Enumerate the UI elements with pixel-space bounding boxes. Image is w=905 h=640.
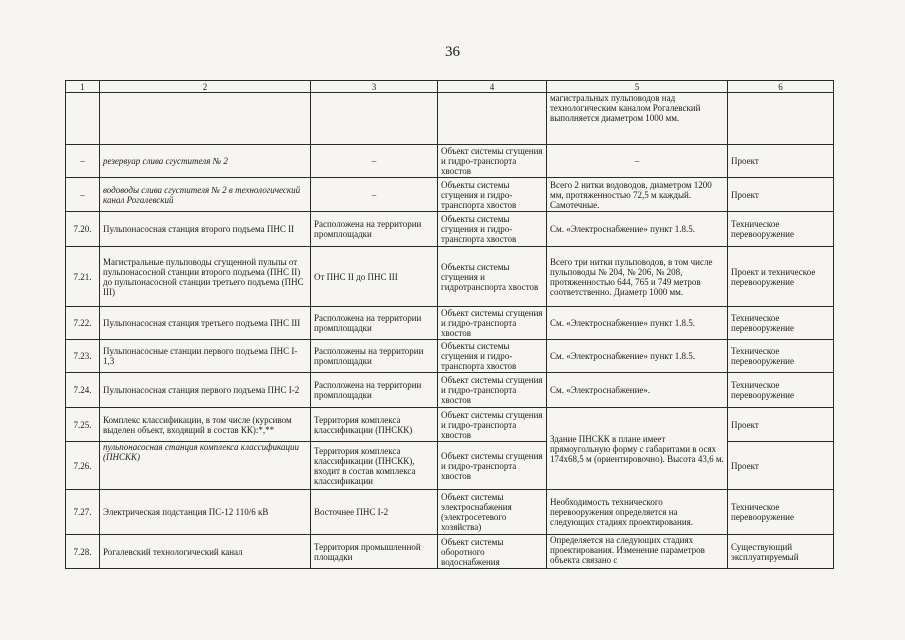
row-number: 7.21. (66, 247, 100, 307)
object-name: Электрическая подстанция ПС-12 110/6 кВ (100, 490, 311, 535)
column-header: 2 (100, 81, 311, 93)
object-type: Объект системы сгущения и гидро-транспорта хвостов (438, 408, 547, 442)
object-status: Проект (728, 408, 834, 442)
column-header: 3 (311, 81, 438, 93)
object-location: Расположена на территории промплощадки (311, 307, 438, 340)
object-location (311, 93, 438, 145)
object-status: Техническое перевооружение (728, 490, 834, 535)
row-number: 7.23. (66, 340, 100, 373)
table-row (66, 145, 834, 178)
table-row (66, 340, 834, 373)
object-status: Техническое перевооружение (728, 307, 834, 340)
object-description: Определяется на следующих стадиях проектирования. Изменение параметров объекта связано с (547, 535, 728, 569)
column-header: 5 (547, 81, 728, 93)
object-description: См. «Электроснабжение» пункт 1.8.5. (547, 307, 728, 340)
table-row (66, 373, 834, 408)
row-number: 7.28. (66, 535, 100, 569)
column-header: 1 (66, 81, 100, 93)
row-number: 7.24. (66, 373, 100, 408)
object-name: пульпонасосная станция комплекса классификации (ПНСКК) (100, 442, 311, 490)
object-name: резервуар слива сгустителя № 2 (100, 145, 311, 178)
object-status: Техническое перевооружение (728, 340, 834, 373)
row-number (66, 93, 100, 145)
table-row (66, 535, 834, 569)
object-location: Расположены на территории промплощадки (311, 340, 438, 373)
table-row (66, 490, 834, 535)
table-row (66, 408, 834, 442)
table-row (66, 212, 834, 247)
row-number: – (66, 145, 100, 178)
object-location: Территория комплекса классификации (ПНСКК), входит в состав комплекса классификации (311, 442, 438, 490)
object-name: водоводы слива сгустителя № 2 в технологический канал Рогалевский (100, 178, 311, 212)
object-location: От ПНС II до ПНС III (311, 247, 438, 307)
object-name: Пульпонасосная станция третьего подъема ПНС III (100, 307, 311, 340)
object-status: Проект (728, 145, 834, 178)
object-description: См. «Электроснабжение» пункт 1.8.5. (547, 340, 728, 373)
object-type (438, 93, 547, 145)
table-header-row (66, 81, 834, 93)
object-type: Объекты системы сгущения и гидро-транспорта хвостов (438, 212, 547, 247)
object-description: Здание ПНСКК в плане имеет прямоугольную форму с габаритами в осях 174х68,5 м (ориентировочно). Высота 43,6 м. (547, 408, 728, 490)
object-type: Объект системы сгущения и гидро-транспорта хвостов (438, 307, 547, 340)
table-row (66, 93, 834, 145)
object-location: Территория комплекса классификации (ПНСКК) (311, 408, 438, 442)
row-number: 7.26. (66, 442, 100, 490)
object-status: Проект (728, 442, 834, 490)
row-number: 7.25. (66, 408, 100, 442)
object-description: Необходимость технического перевооружения определяется на следующих стадиях проектирования. (547, 490, 728, 535)
object-status: Техническое перевооружение (728, 212, 834, 247)
object-description: См. «Электроснабжение». (547, 373, 728, 408)
document-table (65, 80, 834, 569)
column-header: 4 (438, 81, 547, 93)
object-status: Техническое перевооружение (728, 373, 834, 408)
object-name (100, 93, 311, 145)
page-number: 36 (445, 44, 460, 60)
object-name: Комплекс классификации, в том числе (курсивом выделен объект, входящий в состав КК):*,** (100, 408, 311, 442)
object-name: Пульпонасосные станции первого подъема ПНС I-1,3 (100, 340, 311, 373)
row-number: 7.27. (66, 490, 100, 535)
object-status: Проект и техническое перевооружение (728, 247, 834, 307)
object-description: См. «Электроснабжение» пункт 1.8.5. (547, 212, 728, 247)
object-type: Объекты системы сгущения и гидро-транспорта хвостов (438, 340, 547, 373)
row-number: 7.22. (66, 307, 100, 340)
object-location: Территория промышленной площадки (311, 535, 438, 569)
object-location: Расположена на территории промплощадки (311, 212, 438, 247)
object-type: Объект системы сгущения и гидро-транспорта хвостов (438, 373, 547, 408)
object-name: Пульпонасосная станция второго подъема ПНС II (100, 212, 311, 247)
object-location: Расположена на территории промплощадки (311, 373, 438, 408)
row-number: 7.20. (66, 212, 100, 247)
object-name: Пульпонасосная станция первого подъема ПНС I-2 (100, 373, 311, 408)
column-header: 6 (728, 81, 834, 93)
object-type: Объект системы сгущения и гидро-транспорта хвостов (438, 442, 547, 490)
object-name: Магистральные пульповоды сгущенной пульпы от пульпонасосной станции второго подъема (ПНС II) до пульпонасосной станции третьего подъема (ПНС III) (100, 247, 311, 307)
object-status: Проект (728, 178, 834, 212)
object-location: Восточнее ПНС I-2 (311, 490, 438, 535)
row-number: – (66, 178, 100, 212)
table-row (66, 307, 834, 340)
table-row (66, 247, 834, 307)
object-type: Объект системы электроснабжения (электросетевого хозяйства) (438, 490, 547, 535)
object-location: – (311, 145, 438, 178)
table-row (66, 178, 834, 212)
object-status: Существующий эксплуатируемый (728, 535, 834, 569)
object-name: Рогалевский технологический канал (100, 535, 311, 569)
object-description: магистральных пульповодов над технологическим каналом Рогалевский выполняется диаметром 1000 мм. (547, 93, 728, 145)
object-type: Объект системы сгущения и гидро-транспорта хвостов (438, 145, 547, 178)
object-type: Объект системы оборотного водоснабжения (438, 535, 547, 569)
object-type: Объекты системы сгущения и гидротранспорта хвостов (438, 247, 547, 307)
object-status (728, 93, 834, 145)
object-description: Всего три нитки пульповодов, в том числе пульповоды № 204, № 206, № 208, протяженностью 644, 765 и 749 метров соответственно. Диаметр 1000 мм. (547, 247, 728, 307)
object-description: – (547, 145, 728, 178)
object-description: Всего 2 нитки водоводов, диаметром 1200 мм, протяженностью 72,5 м каждый. Самотечные. (547, 178, 728, 212)
object-location: – (311, 178, 438, 212)
object-type: Объекты системы сгущения и гидро-транспорта хвостов (438, 178, 547, 212)
